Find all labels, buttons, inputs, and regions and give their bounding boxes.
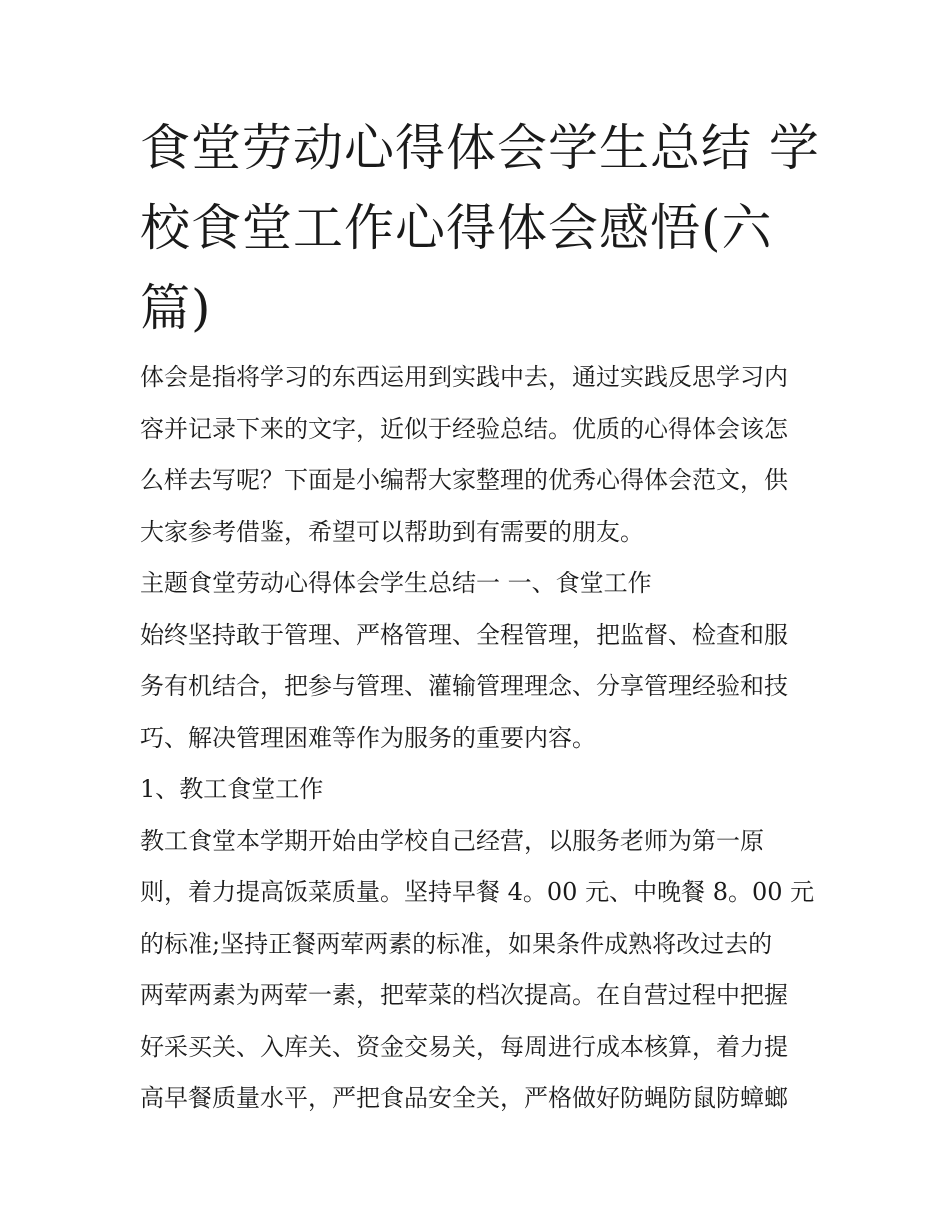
- section-heading: [140, 558, 812, 610]
- text-line: 体会是指将学习的东西运用到实践中去，通过实践反思学习内: [140, 363, 788, 391]
- title-line: 食堂劳动心得体会学生总结 学: [140, 119, 820, 177]
- document-title: [140, 108, 820, 348]
- text-line: 务有机结合，把参与管理、灌输管理理念、分享管理经验和技: [140, 672, 788, 700]
- subsection-heading: [140, 764, 812, 816]
- document-page: [140, 108, 820, 1125]
- management-paragraph: [140, 610, 812, 765]
- title-line: 校食堂工作心得体会感悟(六: [140, 199, 773, 257]
- text-line: 始终坚持敢于管理、严格管理、全程管理，把监督、检查和服: [140, 620, 788, 649]
- text-line: 主题食堂劳动心得体会学生总结一 一、食堂工作: [140, 569, 652, 597]
- text-line: 高早餐质量水平，严把食品安全关，严格做好防蝇防鼠防蟑螂: [140, 1084, 788, 1112]
- text-line: 容并记录下来的文字，近似于经验总结。优质的心得体会该怎: [140, 414, 788, 443]
- intro-paragraph: [140, 352, 812, 558]
- text-line: 大家参考借鉴，希望可以帮助到有需要的朋友。: [140, 517, 644, 546]
- staff-canteen-paragraph: [140, 816, 815, 1125]
- title-line: 篇): [140, 279, 212, 337]
- text-line: 的标准;坚持正餐两荤两素的标准，如果条件成熟将改过去的: [140, 929, 773, 958]
- text-line: 好采买关、入库关、资金交易关，每周进行成本核算，着力提: [140, 1032, 788, 1061]
- text-line: 则，着力提高饭菜质量。坚持早餐 4。00 元、中晚餐 8。00 元: [140, 878, 815, 906]
- text-line: 么样去写呢？下面是小编帮大家整理的优秀心得体会范文，供: [140, 466, 788, 494]
- text-line: 1、教工食堂工作: [140, 775, 324, 803]
- text-line: 两荤两素为两荤一素，把荤菜的档次提高。在自营过程中把握: [140, 981, 788, 1009]
- text-line: 巧、解决管理困难等作为服务的重要内容。: [140, 723, 596, 752]
- text-line: 教工食堂本学期开始由学校自己经营，以服务老师为第一原: [140, 826, 764, 855]
- document-body: [140, 352, 815, 1125]
